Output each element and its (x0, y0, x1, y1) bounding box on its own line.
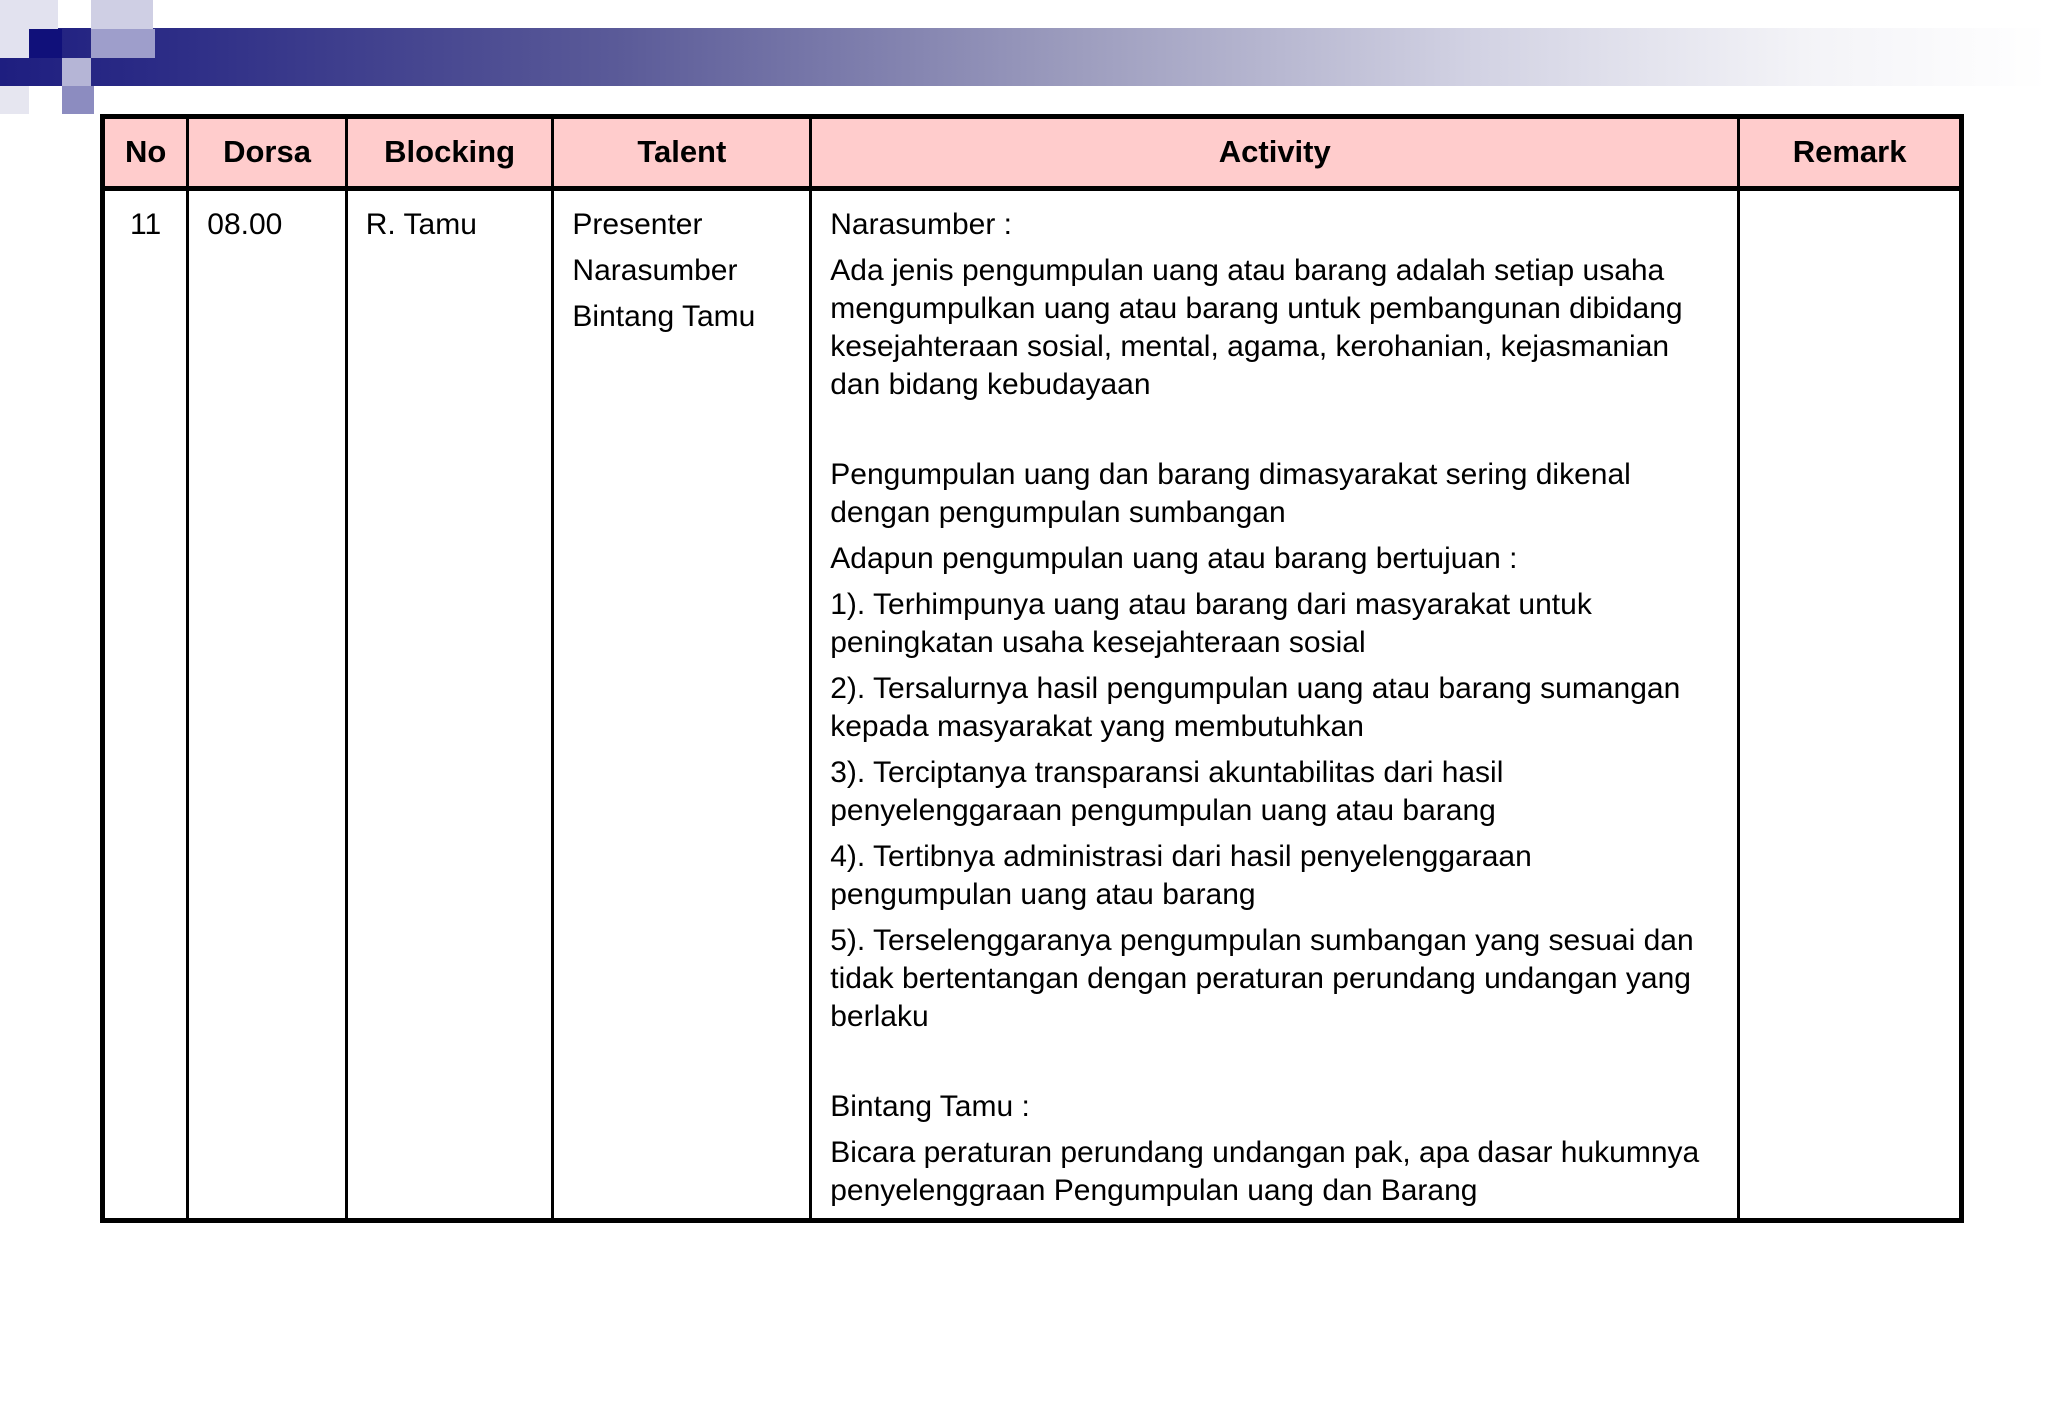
activity-paragraph: Bintang Tamu : (830, 1090, 1030, 1123)
activity-paragraph: 1). Terhimpunya uang atau barang dari masyarakat untuk peningkatan usaha kesejahteraan sosial (830, 588, 1592, 659)
cell-no: 11 (103, 189, 188, 1221)
decorative-square (0, 86, 29, 114)
header-talent: Talent (553, 117, 811, 189)
talent-item: Narasumber (572, 254, 738, 287)
activity-paragraph: Bicara peraturan perundang undangan pak, apa dasar hukumnya penyelenggraan Pengumpulan uang dan Barang (830, 1136, 1700, 1207)
decorative-header-band (0, 28, 2048, 86)
header-blocking: Blocking (346, 117, 553, 189)
table-header-row (103, 117, 1962, 189)
cell-talent (553, 189, 811, 1221)
activity-paragraph: Narasumber : (830, 208, 1012, 241)
header-dorsa: Dorsa (188, 117, 347, 189)
activity-paragraph: Pengumpulan uang dan barang dimasyarakat sering dikenal dengan pengumpulan sumbangan (830, 458, 1631, 529)
decorative-square (62, 58, 91, 88)
cell-blocking: R. Tamu (346, 189, 553, 1221)
header-activity: Activity (811, 117, 1739, 189)
cell-dorsa: 08.00 (188, 189, 347, 1221)
activity-paragraph: Adapun pengumpulan uang atau barang bertujuan : (830, 542, 1518, 575)
activity-paragraph: 4). Tertibnya administrasi dari hasil penyelenggaraan pengumpulan uang atau barang (830, 840, 1532, 911)
activity-paragraph: 3). Terciptanya transparansi akuntabilitas dari hasil penyelenggaraan pengumpulan uang atau barang (830, 756, 1504, 827)
decorative-square (91, 29, 155, 58)
header-no: No (103, 117, 188, 189)
header-remark: Remark (1739, 117, 1962, 189)
table-row (103, 189, 1962, 1221)
talent-item: Bintang Tamu (572, 300, 756, 333)
activity-paragraph: Ada jenis pengumpulan uang atau barang adalah setiap usaha mengumpulkan uang atau barang untuk pembangunan dibidang kesejahteraan sosial, mental, agama, kerohanian, kejasmanian dan bidang kebudayaan (830, 254, 1683, 401)
rundown-table (100, 114, 1964, 1223)
activity-paragraph: 5). Terselenggaranya pengumpulan sumbangan yang sesuai dan tidak bertentangan dengan peraturan perundang undangan yang berlaku (830, 924, 1694, 1033)
cell-activity (811, 189, 1739, 1221)
decorative-square (29, 29, 62, 58)
decorative-square (62, 86, 94, 114)
activity-paragraph: 2). Tersalurnya hasil pengumpulan uang atau barang sumangan kepada masyarakat yang membutuhkan (830, 672, 1681, 743)
cell-remark (1739, 189, 1962, 1221)
talent-item: Presenter (572, 208, 703, 241)
